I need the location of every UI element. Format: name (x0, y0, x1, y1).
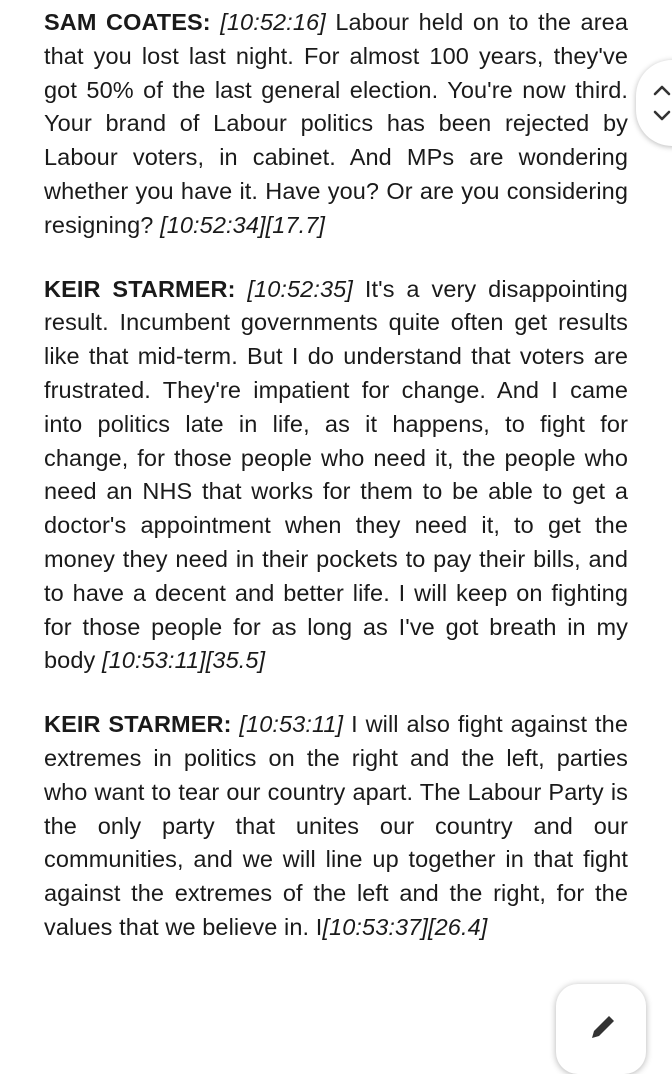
start-timestamp: [10:52:16] (220, 9, 326, 35)
speaker-name: KEIR STARMER: (44, 275, 236, 302)
transcript-document (44, 6, 628, 975)
start-timestamp: [10:53:11] (239, 711, 344, 738)
transcript-paragraph (44, 6, 628, 243)
pencil-icon (586, 1010, 620, 1044)
transcript-paragraph (44, 708, 628, 945)
paragraph-text: I will also fight against the extremes in politics on the right and the left, parties who want to tear our country apart. The Labour Party is the only party that unites our country and our communities, and we will line up together in that fight against the extremes of the left and the right, for the values that we believe in. I (44, 711, 629, 940)
end-timestamp: [10:52:34][17.7] (160, 211, 326, 238)
chevron-up-icon[interactable] (650, 79, 672, 103)
speaker-name: SAM COATES: (44, 9, 211, 35)
end-timestamp: [10:53:11][35.5] (102, 647, 266, 674)
paragraph-text: Labour held on to the area that you lost last night. For almost 100 years, they've got 50% of the last general election. You're now third. Your brand of Labour politics has been rejected by Labour voters, in cabinet. And MPs are wondering whether you have it. Have you? Or are you considering resigning? (44, 9, 628, 238)
chevron-down-icon[interactable] (650, 103, 672, 127)
paragraph-text: It's a very disappointing result. Incumbent governments quite often get results like that mid-term. But I do understand that voters are frustrated. They're impatient for change. And I came into politics late in life, as it happens, to fight for change, for those people who need it, the people who need an NHS that works for them to be able to get a doctor's appointment when they need it, to get the money they need in their pockets to pay their bills, and to have a decent and better life. I will keep on fighting for those people for as long as I've got breath in my body (44, 275, 628, 674)
start-timestamp: [10:52:35] (247, 275, 353, 302)
page-navigation-widget (636, 60, 672, 146)
end-timestamp: [10:53:37][26.4] (322, 913, 488, 940)
speaker-name: KEIR STARMER: (44, 711, 232, 738)
edit-button[interactable] (556, 984, 646, 1074)
transcript-paragraph (44, 273, 628, 679)
